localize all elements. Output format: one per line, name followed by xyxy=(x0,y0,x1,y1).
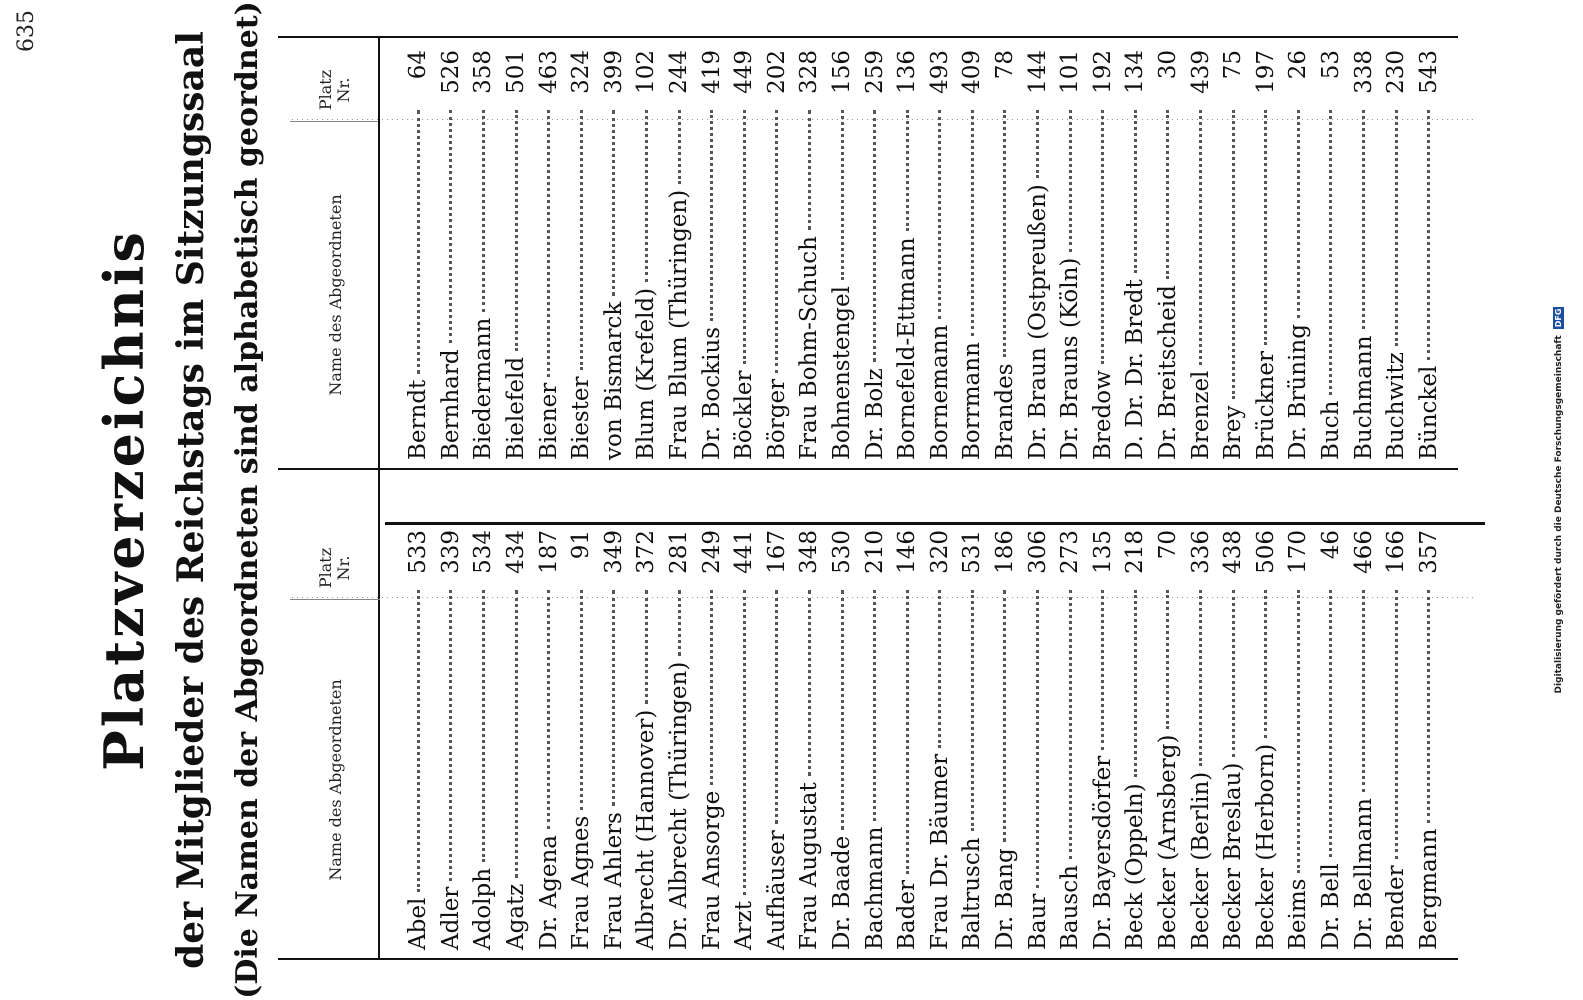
dot-leader xyxy=(547,590,550,829)
seat-number: 439 xyxy=(1187,50,1214,94)
seat-number: 218 xyxy=(1122,530,1149,574)
member-row xyxy=(630,530,663,950)
column-header-nr-left xyxy=(300,538,370,598)
member-name: Bohnenstengel xyxy=(829,286,856,460)
member-row xyxy=(1086,530,1119,950)
seat-number: 135 xyxy=(1089,530,1116,574)
member-name: Adler xyxy=(437,886,464,950)
table-border-right xyxy=(278,468,1458,470)
nr-header-line2: Nr. xyxy=(334,555,353,581)
member-name: Dr. Baade xyxy=(829,835,856,950)
seat-number: 543 xyxy=(1415,50,1442,94)
dot-leader xyxy=(971,590,974,831)
dot-leader xyxy=(1134,590,1137,777)
dot-leader xyxy=(482,590,485,862)
member-name: Dr. Bayersdörfer xyxy=(1089,755,1116,950)
seat-number: 349 xyxy=(600,530,627,574)
dot-leader xyxy=(1395,590,1398,859)
member-row xyxy=(891,530,924,950)
member-row xyxy=(1412,530,1445,950)
seat-number: 244 xyxy=(666,50,693,94)
seat-number: 357 xyxy=(1415,530,1442,574)
dot-leader xyxy=(1199,590,1202,766)
dot-leader xyxy=(873,590,876,821)
seat-number: 339 xyxy=(437,530,464,574)
digitization-credit xyxy=(1553,0,1564,1000)
member-name: Brückner xyxy=(1252,351,1279,460)
member-name: Frau Ansorge xyxy=(698,790,725,950)
seat-number: 30 xyxy=(1154,50,1181,80)
seat-number: 466 xyxy=(1350,530,1377,574)
member-name: D. Dr. Dr. Bredt xyxy=(1122,279,1149,460)
member-name: Brandes xyxy=(991,363,1018,460)
member-name: Dr. Bell xyxy=(1317,863,1344,950)
member-row xyxy=(1021,530,1054,950)
seat-number: 534 xyxy=(470,530,497,574)
nr-header-line1: Platz xyxy=(316,547,335,589)
member-name: Baur xyxy=(1024,893,1051,950)
member-name: Bender xyxy=(1383,865,1410,950)
header-rule-left xyxy=(378,523,380,960)
seat-number: 78 xyxy=(991,50,1018,80)
member-name: von Bismarck xyxy=(600,301,627,460)
dot-leader xyxy=(938,590,941,748)
seat-number: 338 xyxy=(1350,50,1377,94)
nr-header-line2: Nr. xyxy=(334,77,353,103)
member-row xyxy=(793,530,826,950)
seat-number: 187 xyxy=(535,530,562,574)
seat-number: 409 xyxy=(959,50,986,94)
member-name: Abel xyxy=(405,897,432,950)
seat-number: 281 xyxy=(666,530,693,574)
member-name: Frau Ahlers xyxy=(600,812,627,950)
seat-number: 144 xyxy=(1024,50,1051,94)
member-row xyxy=(402,530,435,950)
member-name: Agatz xyxy=(503,883,530,950)
table-column-divider xyxy=(385,522,1485,525)
member-row xyxy=(1347,530,1380,950)
dot-leader xyxy=(775,590,778,824)
member-row xyxy=(1184,530,1217,950)
seat-number: 463 xyxy=(535,50,562,94)
seat-number: 526 xyxy=(437,50,464,94)
dot-leader xyxy=(580,590,583,810)
seat-number: 101 xyxy=(1057,50,1084,94)
seat-number: 372 xyxy=(633,530,660,574)
member-row xyxy=(1119,530,1152,950)
dot-leader xyxy=(645,590,648,704)
seat-number: 197 xyxy=(1252,50,1279,94)
member-row xyxy=(1152,530,1185,950)
seat-number: 167 xyxy=(763,530,790,574)
member-name: Böckler xyxy=(731,370,758,460)
seat-number: 533 xyxy=(405,530,432,574)
dot-leader xyxy=(1297,590,1300,873)
seat-number: 146 xyxy=(894,530,921,574)
seat-number: 419 xyxy=(698,50,725,94)
page-number: 635 xyxy=(14,10,39,52)
member-row xyxy=(467,530,500,950)
seat-number: 64 xyxy=(405,50,432,80)
seat-number: 166 xyxy=(1383,530,1410,574)
seat-number: 91 xyxy=(568,530,595,560)
member-name: Bünckel xyxy=(1415,365,1442,460)
member-name: Buchmann xyxy=(1350,335,1377,460)
member-row xyxy=(1249,530,1282,950)
dot-leader xyxy=(710,590,713,785)
seat-number: 186 xyxy=(991,530,1018,574)
member-name: Berndt xyxy=(405,379,432,460)
member-row xyxy=(924,530,957,950)
member-name: Dr. Bellmann xyxy=(1350,798,1377,950)
member-name: Becker (Arnsberg) xyxy=(1154,734,1181,950)
seat-number: 399 xyxy=(600,50,627,94)
page-subtitle: der Mitglieder des Reichstags im Sitzungssaal xyxy=(170,31,212,969)
member-name: Frau Blum (Thüringen) xyxy=(666,189,693,460)
member-row xyxy=(989,530,1022,950)
seat-number: 434 xyxy=(503,530,530,574)
dot-leader xyxy=(1329,590,1332,857)
member-name: Biester xyxy=(568,376,595,460)
dot-leader xyxy=(743,590,746,895)
member-name: Aufhäuser xyxy=(763,830,790,950)
member-name: Brey xyxy=(1220,405,1247,460)
dot-leader xyxy=(1166,590,1169,729)
member-row xyxy=(435,530,468,950)
member-name: Dr. Agena xyxy=(535,835,562,950)
member-name: Dr. Brüning xyxy=(1285,324,1312,460)
dot-leader xyxy=(515,590,518,878)
member-row xyxy=(728,530,761,950)
member-row xyxy=(761,530,794,950)
dot-leader xyxy=(1264,590,1267,738)
column-header-name-right: Name des Abgeordneten xyxy=(325,194,345,396)
dot-leader xyxy=(417,590,420,892)
member-name: Buch xyxy=(1317,400,1344,460)
member-name: Bornefeld-Ettmann xyxy=(894,237,921,460)
member-name: Adolph xyxy=(470,867,497,950)
header-separator xyxy=(290,599,380,600)
seat-number: 230 xyxy=(1383,50,1410,94)
seat-number: 441 xyxy=(731,530,758,574)
dot-leader xyxy=(906,590,909,874)
member-row xyxy=(1054,530,1087,950)
seat-number: 501 xyxy=(503,50,530,94)
member-name: Blum (Krefeld) xyxy=(633,287,660,460)
seat-number: 170 xyxy=(1285,530,1312,574)
seat-number: 156 xyxy=(829,50,856,94)
dot-leader xyxy=(678,590,681,656)
seat-number: 531 xyxy=(959,530,986,574)
table-border-left xyxy=(278,958,1458,960)
seat-number: 75 xyxy=(1220,50,1247,80)
seat-number: 134 xyxy=(1122,50,1149,94)
member-row xyxy=(1217,530,1250,950)
member-name: Biener xyxy=(535,382,562,460)
member-row xyxy=(500,530,533,950)
seat-number: 202 xyxy=(763,50,790,94)
member-name: Frau Agnes xyxy=(568,815,595,950)
dot-leader xyxy=(1069,590,1072,859)
seat-number: 70 xyxy=(1154,530,1181,560)
seat-number: 438 xyxy=(1220,530,1247,574)
member-name: Börger xyxy=(763,378,790,460)
member-name: Baltrusch xyxy=(959,837,986,950)
seat-number: 53 xyxy=(1317,50,1344,80)
seat-number: 506 xyxy=(1252,530,1279,574)
seat-number: 306 xyxy=(1024,530,1051,574)
seat-number: 46 xyxy=(1317,530,1344,560)
member-row xyxy=(1380,530,1413,950)
member-name: Bredow xyxy=(1089,370,1116,460)
member-row xyxy=(598,530,631,950)
seat-number: 449 xyxy=(731,50,758,94)
member-name: Arzt xyxy=(731,901,758,950)
seat-number: 192 xyxy=(1089,50,1116,94)
member-list-left xyxy=(402,530,1445,950)
member-name: Borrmann xyxy=(959,342,986,460)
dot-leader xyxy=(841,590,844,830)
seat-number: 320 xyxy=(926,530,953,574)
seat-number: 336 xyxy=(1187,530,1214,574)
member-name: Buchwitz xyxy=(1383,352,1410,460)
seat-number: 102 xyxy=(633,50,660,94)
member-name: Frau Bohm-Schuch xyxy=(796,236,823,460)
seat-number: 136 xyxy=(894,50,921,94)
member-name: Frau Augustat xyxy=(796,782,823,950)
member-row xyxy=(663,530,696,950)
seat-number: 259 xyxy=(861,50,888,94)
seat-number: 493 xyxy=(926,50,953,94)
dot-leader xyxy=(808,590,811,776)
dot-leader xyxy=(612,590,615,806)
member-name: Dr. Bang xyxy=(991,848,1018,950)
seat-number: 530 xyxy=(829,530,856,574)
seat-number: 249 xyxy=(698,530,725,574)
member-name: Biedermann xyxy=(470,317,497,460)
member-name: Becker (Berlin) xyxy=(1187,771,1214,950)
page-subtitle-note: (Die Namen der Abgeordneten sind alphabetisch geordnet) xyxy=(230,1,265,999)
dot-leader xyxy=(449,590,452,881)
dot-leader xyxy=(1232,590,1235,757)
member-name: Beims xyxy=(1285,878,1312,950)
member-name: Dr. Brauns (Köln) xyxy=(1057,257,1084,460)
member-name: Bergmann xyxy=(1415,828,1442,950)
member-row xyxy=(956,530,989,950)
seat-number: 358 xyxy=(470,50,497,94)
member-row xyxy=(532,530,565,950)
member-name: Frau Dr. Bäumer xyxy=(926,753,953,950)
seat-number: 26 xyxy=(1285,50,1312,80)
member-name: Dr. Bockius xyxy=(698,326,725,460)
seat-number: 328 xyxy=(796,50,823,94)
seat-number: 348 xyxy=(796,530,823,574)
dot-leader xyxy=(1101,590,1104,750)
member-row xyxy=(1315,530,1348,950)
page-title: Platzverzeichnis xyxy=(92,229,156,771)
member-name: Brenzel xyxy=(1187,370,1214,460)
member-row xyxy=(826,530,859,950)
credit-text: Digitalisierung gefördert durch die Deutsche Forschungsgemeinschaft xyxy=(1554,335,1564,694)
member-row xyxy=(858,530,891,950)
member-row xyxy=(1282,530,1315,950)
member-name: Bielefeld xyxy=(503,356,530,460)
dot-leader xyxy=(1003,590,1006,842)
member-name: Bernhard xyxy=(437,349,464,460)
dot-leader xyxy=(1427,590,1430,823)
member-row xyxy=(695,530,728,950)
dot-leader xyxy=(1036,590,1039,888)
member-name: Dr. Albrecht (Thüringen) xyxy=(666,661,693,950)
seat-number: 210 xyxy=(861,530,888,574)
column-header-name-left: Name des Abgeordneten xyxy=(325,679,345,881)
member-name: Bachmann xyxy=(861,826,888,950)
member-name: Bornemann xyxy=(926,324,953,460)
seat-number: 324 xyxy=(568,50,595,94)
member-name: Dr. Breitscheid xyxy=(1154,285,1181,460)
header-rule-right xyxy=(378,468,380,523)
member-name: Bader xyxy=(894,880,921,950)
dfg-logo: DFG xyxy=(1554,308,1563,328)
nr-header-line1: Platz xyxy=(316,69,335,111)
member-name: Dr. Bolz xyxy=(861,368,888,460)
member-row xyxy=(565,530,598,950)
member-name: Bausch xyxy=(1057,865,1084,950)
dot-leader xyxy=(1362,590,1365,792)
member-name: Albrecht (Hannover) xyxy=(633,709,660,950)
member-name: Becker (Herborn) xyxy=(1252,743,1279,950)
member-name: Beck (Oppeln) xyxy=(1122,783,1149,950)
seat-number: 273 xyxy=(1057,530,1084,574)
member-name: Becker Breslau) xyxy=(1220,762,1247,950)
member-name: Dr. Braun (Ostpreußen) xyxy=(1024,184,1051,460)
